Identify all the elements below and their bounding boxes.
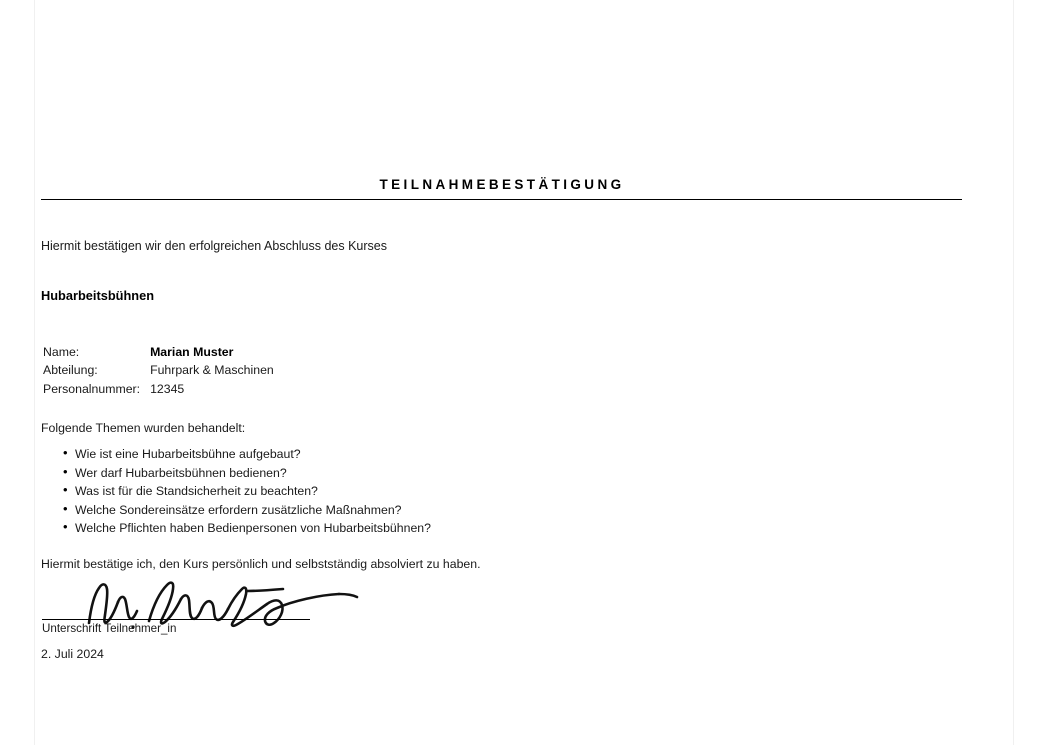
detail-row xyxy=(43,361,274,379)
list-item: • Was ist für die Standsicherheit zu beachten? xyxy=(41,482,431,501)
list-item: • Welche Pflichten haben Bedienpersonen von Hubarbeitsbühnen? xyxy=(41,519,431,538)
page-edge-right xyxy=(1013,0,1014,745)
detail-row xyxy=(43,343,274,361)
detail-value-department: Fuhrpark & Maschinen xyxy=(150,363,274,378)
topics-list xyxy=(41,445,431,538)
participant-details xyxy=(43,343,274,398)
detail-label-name: Name: xyxy=(43,345,80,359)
signature-block xyxy=(41,575,461,635)
topics-heading: Folgende Themen wurden behandelt: xyxy=(41,421,246,435)
detail-label-personnel-number: Personalnummer: xyxy=(43,381,141,396)
title-divider xyxy=(41,199,962,200)
detail-row xyxy=(43,380,274,398)
page-title: TEILNAHMEBESTÄTIGUNG xyxy=(379,177,625,192)
declaration-text: Hiermit bestätige ich, den Kurs persönlich und selbstständig absolviert zu haben. xyxy=(41,557,481,571)
detail-value-personnel-number: 12345 xyxy=(150,381,185,396)
list-item: • Wer darf Hubarbeitsbühnen bedienen? xyxy=(41,464,431,483)
intro-text: Hiermit bestätigen wir den erfolgreichen Abschluss des Kurses xyxy=(41,239,388,253)
detail-label-department: Abteilung: xyxy=(43,363,98,378)
signature-line xyxy=(42,619,310,620)
list-item: • Welche Sondereinsätze erfordern zusätzliche Maßnahmen? xyxy=(41,501,431,520)
page-edge-left xyxy=(34,0,35,745)
signature-caption: Unterschrift Teilnehmer_in xyxy=(42,622,177,635)
signature-date: 2. Juli 2024 xyxy=(41,647,104,661)
course-name: Hubarbeitsbühnen xyxy=(41,288,155,303)
list-item: • Wie ist eine Hubarbeitsbühne aufgebaut? xyxy=(41,445,431,464)
document-body xyxy=(41,0,963,745)
detail-value-name: Marian Muster xyxy=(150,345,234,359)
